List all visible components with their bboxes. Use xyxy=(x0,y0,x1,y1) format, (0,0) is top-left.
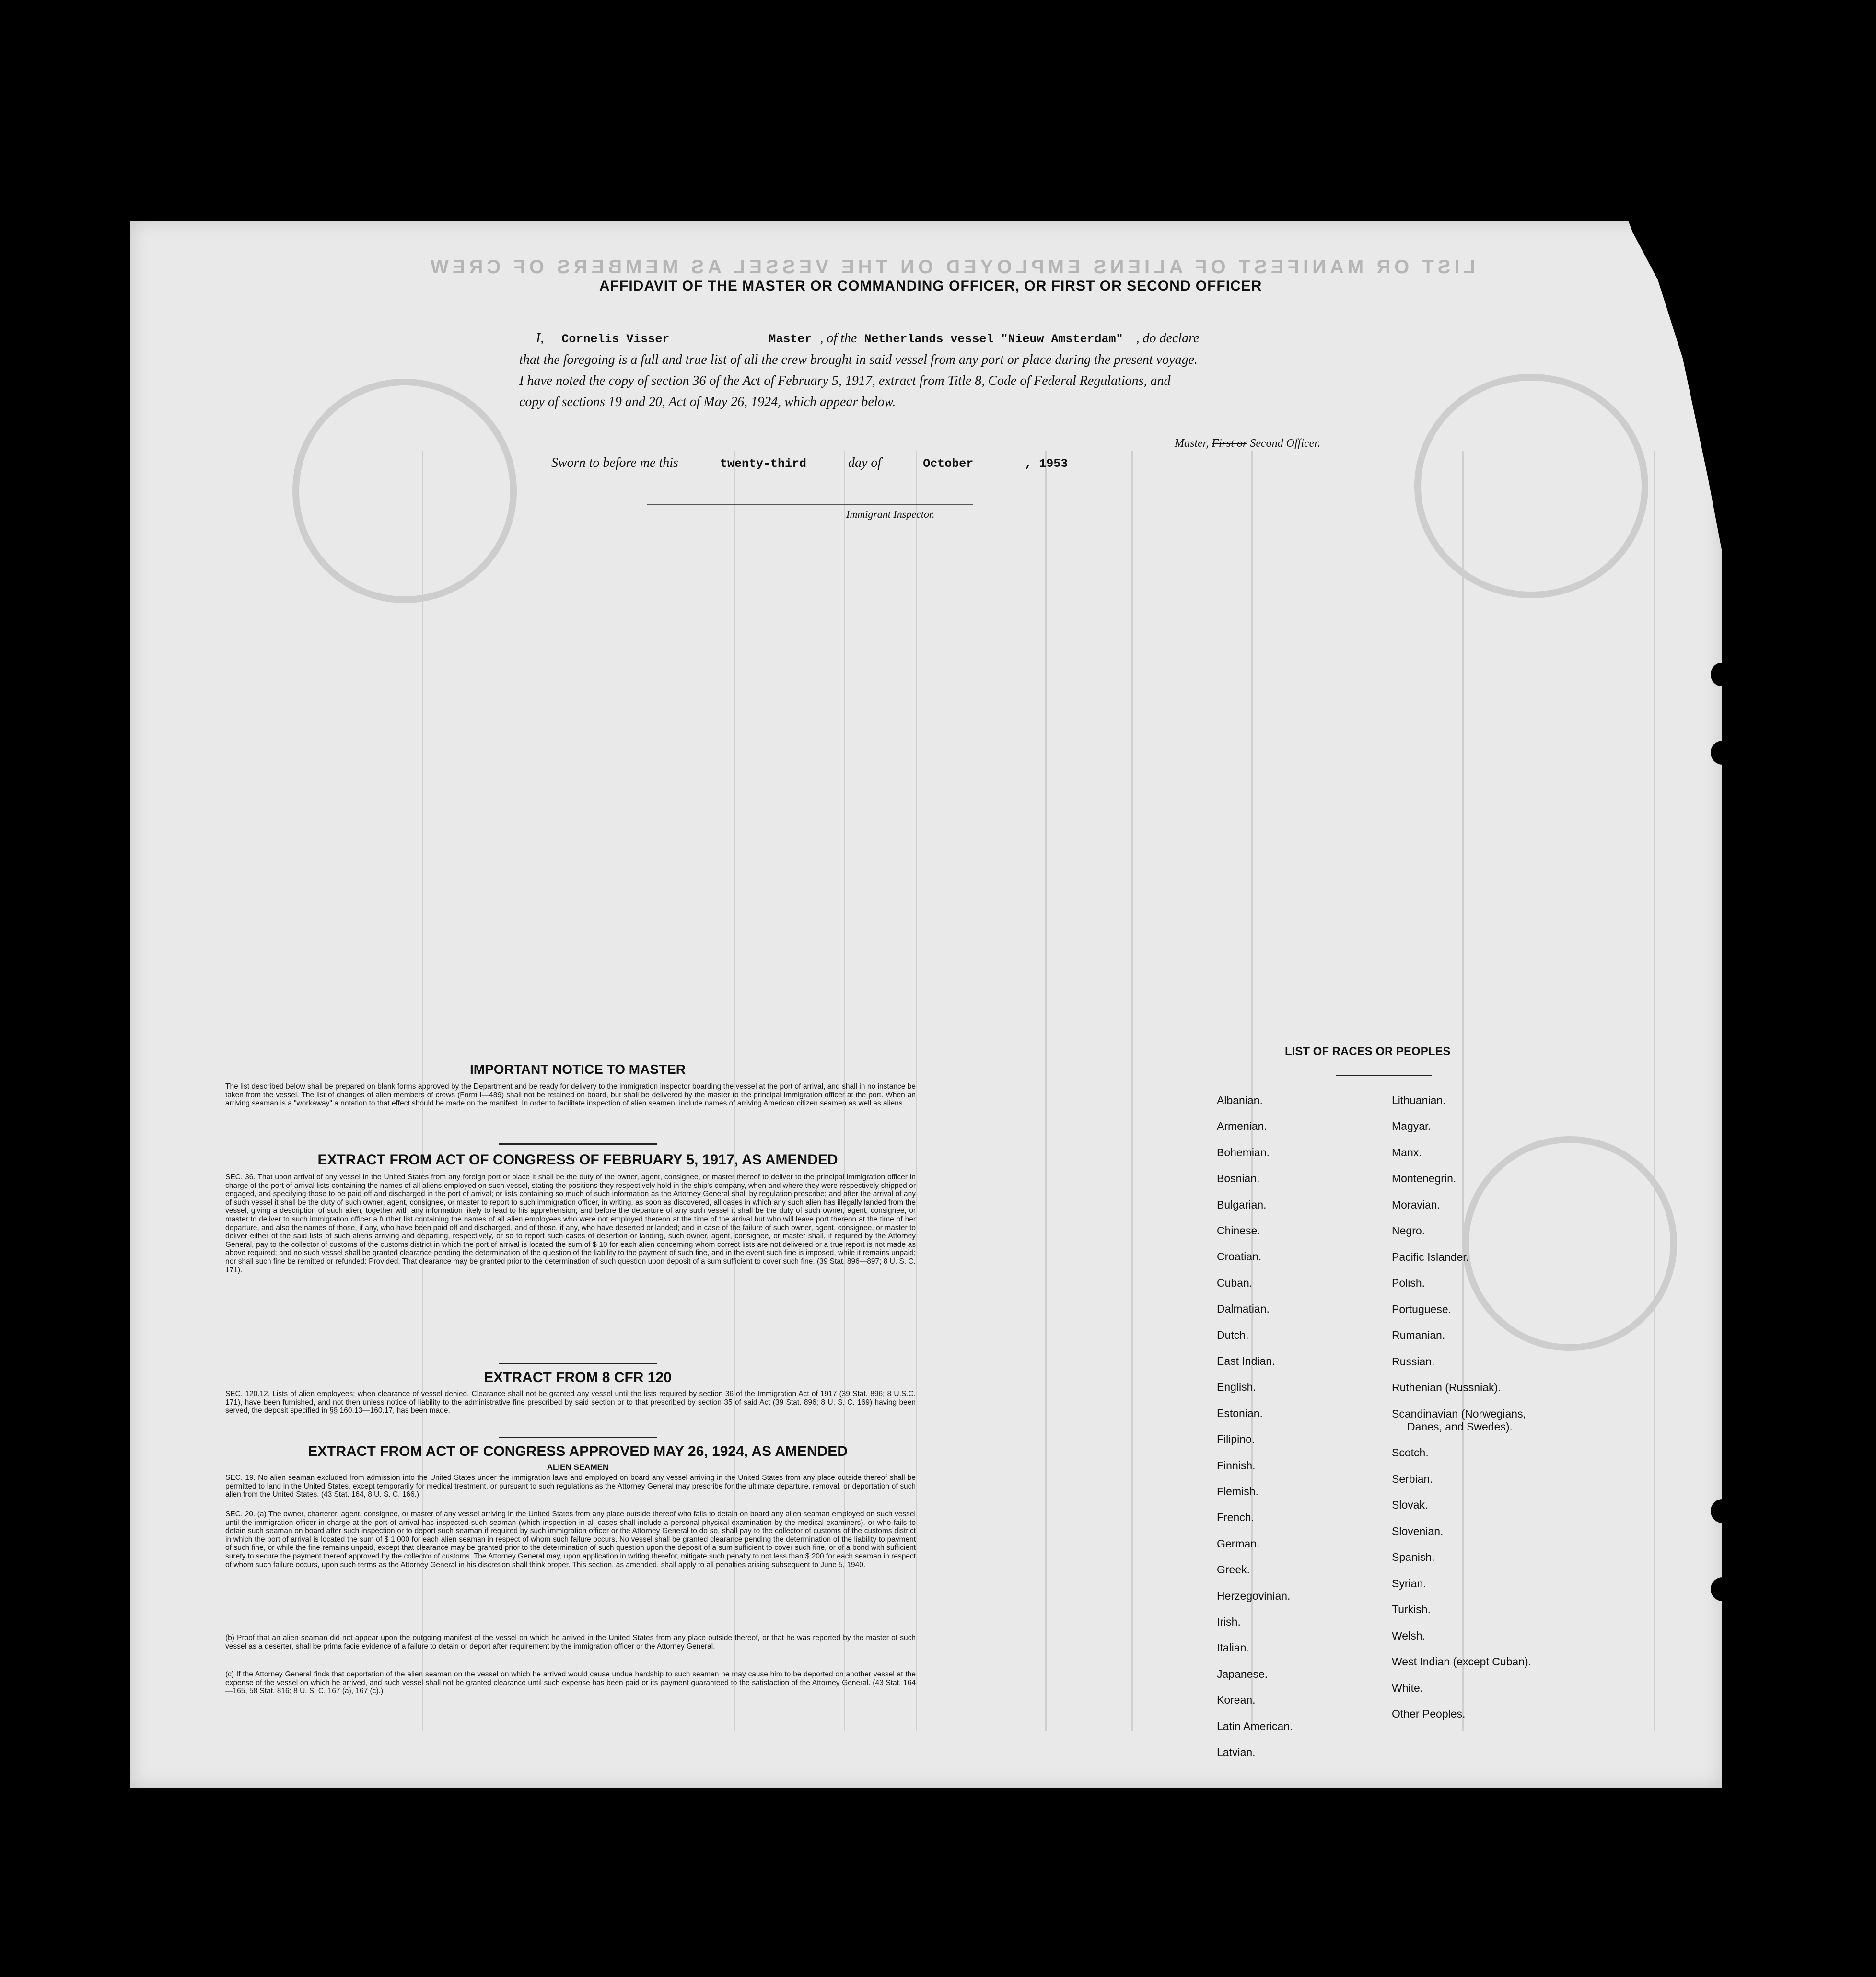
race-item: Scandinavian (Norwegians, xyxy=(1392,1407,1526,1420)
race-item: Cuban. xyxy=(1217,1276,1253,1289)
race-item: Finnish. xyxy=(1217,1459,1256,1472)
sec-20b-text: (b) Proof that an alien seaman did not appear upon the outgoing manifest of the vessel on which he arrived in the United States from any place outside thereof, or that he was reported by the master of such vessel as a deserter, shall be prima facie evidence of a failure to detain or deport after requirement by the immigration officer or the Attorney General. xyxy=(225,1634,916,1651)
race-item: Albanian. xyxy=(1217,1094,1263,1106)
punch-hole xyxy=(1711,663,1735,686)
bleed-through-stamp xyxy=(1414,374,1648,598)
of-the-label: , of the xyxy=(820,331,857,346)
do-declare-label: , do declare xyxy=(1136,331,1200,346)
punch-hole xyxy=(1711,741,1735,765)
sec-20a-text: SEC. 20. (a) The owner, charterer, agent, consignee, or master of any vessel arriving in the United States from any place outside thereof who fails to detain on board any alien seaman employed on such vessel until the immigration officer in charge at the port of arrival has inspected such seaman (which inspection in all cases shall include a personal physical examination by the medical examiners), or who fails to detain such seaman on board after such inspection or to deport such seaman if required by such immigration officer or the Attorney General to do so, shall pay to the collector of customs of the customs district in which the port of arrival is located the sum of $ 1,000 for each alien seaman in respect of whom such failure occurs. No vessel shall be granted clearance pending the determination of the liability to payment of such fine, or while the fine remains unpaid, except that clearance may be granted prior to the determination of such question upon the deposit of a sum sufficient to cover such fine, or of a bond with sufficient surety to secure the payment thereof approved by the collector of customs. The Attorney General may, upon application in writing therefor, mitigate such penalty to not less than $ 200 for each seaman in respect of whom such failure occurs, upon such terms as the Attorney General in his discretion shall think proper. This section, as amended, shall apply to all penalties arising subsequent to June 5, 1940. xyxy=(225,1510,916,1569)
race-item: East Indian. xyxy=(1217,1355,1275,1367)
section-divider xyxy=(499,1363,657,1364)
master-rank: Master xyxy=(769,332,812,346)
bleed-through-rule xyxy=(1131,451,1133,1731)
bleed-through-rule xyxy=(1462,451,1464,1731)
race-item: Japanese. xyxy=(1217,1667,1268,1680)
race-item: Dutch. xyxy=(1217,1328,1249,1341)
struck-officer-label: First or xyxy=(1212,437,1247,450)
race-item: Russian. xyxy=(1392,1355,1435,1368)
race-item: Filipino. xyxy=(1217,1433,1255,1446)
bleed-through-rule xyxy=(1045,451,1047,1731)
vessel-name: Netherlands vessel "Nieuw Amsterdam" xyxy=(864,332,1123,346)
act-1917-title: EXTRACT FROM ACT OF CONGRESS OF FEBRUARY 5, 1917, AS AMENDED xyxy=(317,1152,838,1168)
race-item: Slovak. xyxy=(1392,1499,1428,1511)
affidavit-i-label: I, xyxy=(536,331,544,346)
immigrant-inspector-label: Immigrant Inspector. xyxy=(846,508,935,520)
race-item: Turkish. xyxy=(1392,1603,1431,1616)
race-item: Magyar. xyxy=(1392,1120,1431,1132)
race-item: Moravian. xyxy=(1392,1198,1440,1211)
race-item: Montenegrin. xyxy=(1392,1172,1457,1185)
race-item: Polish. xyxy=(1392,1277,1425,1289)
race-item: Manx. xyxy=(1392,1146,1422,1159)
notice-title: IMPORTANT NOTICE TO MASTER xyxy=(469,1062,686,1077)
notice-text: The list described below shall be prepared on blank forms approved by the Department and be ready for delivery to the immigration inspector boarding the vessel at the port of arrival, and shall in no instance be taken from the vessel. The list of changes of alien members of crews (Form I—489) shall not be retained on board, but shall be delivered by the master to the principal immigration officer at the port. When an arriving seaman is a "workaway" a notation to that effect should be made on the manifest. In order to facilitate inspection of alien seamen, include names of arriving American citizen seamen as well as aliens. xyxy=(225,1082,916,1108)
second-officer-label: Second Officer. xyxy=(1250,437,1320,450)
race-item: Bosnian. xyxy=(1217,1172,1260,1185)
officer-signature-line xyxy=(1175,437,1320,450)
sworn-line xyxy=(551,455,1068,471)
bleed-through-rule xyxy=(1654,451,1655,1731)
race-item: Korean. xyxy=(1217,1694,1256,1707)
section-divider xyxy=(499,1143,657,1145)
race-item: Latin American. xyxy=(1217,1720,1293,1733)
race-item: Estonian. xyxy=(1217,1407,1263,1419)
affidavit-title: AFFIDAVIT OF THE MASTER OR COMMANDING OFFICER, OR FIRST OR SECOND OFFICER xyxy=(599,278,1262,294)
race-item: Danes, and Swedes). xyxy=(1407,1420,1513,1433)
race-item: Armenian. xyxy=(1217,1120,1267,1133)
sec-20c-text: (c) If the Attorney General finds that deportation of the alien seaman on the vessel on which he arrived would cause undue hardship to such seaman he may cause him to be deported on another vessel at the expense of the vessel on which he arrived, and such vessel shall not be granted clearance until such expense has been paid or its payment guaranteed to the satisfaction of the Attorney General. (43 Stat. 164—165, 58 Stat. 816; 8 U. S. C. 167 (a), 167 (c).) xyxy=(225,1670,916,1696)
affidavit-line-3: I have noted the copy of section 36 of the Act of February 5, 1917, extract from Title 8, Code of Federal Regulations, and xyxy=(519,373,1171,388)
bleed-through-stamp xyxy=(1462,1136,1677,1351)
races-title: LIST OF RACES OR PEOPLES xyxy=(1285,1045,1451,1058)
race-item: Syrian. xyxy=(1392,1577,1426,1590)
race-item: Chinese. xyxy=(1217,1224,1260,1237)
section-divider xyxy=(499,1437,657,1438)
race-item: Ruthenian (Russniak). xyxy=(1392,1381,1501,1394)
race-item: Irish. xyxy=(1217,1616,1241,1628)
race-item: Other Peoples. xyxy=(1392,1708,1466,1720)
race-item: Flemish. xyxy=(1217,1485,1258,1498)
race-item: Pacific Islander. xyxy=(1392,1251,1469,1263)
race-item: Welsh. xyxy=(1392,1629,1425,1642)
affidavit-line-1 xyxy=(536,331,1199,346)
race-item: Serbian. xyxy=(1392,1473,1433,1485)
race-item: Italian. xyxy=(1217,1641,1249,1654)
sec-19-text: SEC. 19. No alien seaman excluded from admission into the United States under the immigration laws and employed on board any vessel arriving in the United States from any place outside thereof shall be permitted to land in the United States, except temporarily for medical treatment, or pursuant to such regulations as the Attorney General may prescribe for the ultimate departure, removal, or deportation of such alien from the United States. (43 Stat. 164, 8 U. S. C. 166.) xyxy=(225,1474,916,1499)
race-item: Greek. xyxy=(1217,1563,1250,1576)
race-item: French. xyxy=(1217,1511,1254,1524)
sworn-label: Sworn to before me this xyxy=(551,455,678,470)
race-item: Bohemian. xyxy=(1217,1146,1270,1159)
race-item: Scotch. xyxy=(1392,1446,1429,1459)
sworn-year: , 1953 xyxy=(1025,457,1068,471)
race-item: Slovenian. xyxy=(1392,1525,1444,1537)
cfr-title: EXTRACT FROM 8 CFR 120 xyxy=(484,1370,672,1385)
affidavit-line-4: copy of sections 19 and 20, Act of May 26, 1924, which appear below. xyxy=(519,395,896,409)
race-item: Negro. xyxy=(1392,1224,1425,1237)
master-name: Cornelis Visser xyxy=(561,332,670,346)
act-1917-text: SEC. 36. That upon arrival of any vessel in the United States from any foreign port or place it shall be the duty of the owner, agent, consignee, or master thereof to deliver to the principal immigration officer in charge of the port of arrival lists containing the names of all aliens employed on such vessel, stating the positions they respectively hold in the ship's company, when and where they were respectively shipped or engaged, and specifying those to be paid off and discharged in the port of arrival; or lists containing so much of such information as the Attorney General shall by regulation prescribe; and after the arrival of any of such vessel it shall be the duty of such owner, agent, consignee, or master to report to such immigration officer, in writing, as soon as discovered, all cases in which any such alien has illegally landed from the vessel, giving a description of such alien, together with any information likely to lead to his apprehension; and before the departure of any such vessel it shall be the duty of such owner, agent, consignee, or master to deliver to such immigration officer a further list containing the names of all alien employees who were not employed thereon at the time of the arrival but who will leave port thereon at the time of her departure, and also the names of those, if any, who have been paid off and discharged, and of those, if any, who have deserted or landed; and in case of the failure of such owner, agent, consignee, or master to deliver either of the said lists of such aliens arriving and departing, respectively, or so to report such cases of desertion or landing, such owner, agent, consignee, or master shall, if required by the Attorney General, pay to the collector of customs of the customs district in which the port of arrival is located the sum of $ 10 for each alien concerning whom correct lists are not delivered or a true report is not made as above required; and no such vessel shall be granted clearance pending the determination of the question of the liability to the payment of such fine, and in the event such fine is imposed, while it remains unpaid; nor shall such fine be remitted or refunded: Provided, That clearance may be granted prior to the determination of such question upon deposit of a sum sufficient to cover such fine. (39 Stat. 896—897; 8 U. S. C. 171). xyxy=(225,1173,916,1274)
affidavit-line-2: that the foregoing is a full and true list of all the crew brought in said vessel from any port or place during the present voyage. xyxy=(519,352,1198,367)
master-label: Master, xyxy=(1175,437,1209,450)
race-item: Lithuanian. xyxy=(1392,1094,1446,1106)
races-divider xyxy=(1336,1075,1432,1076)
race-item: German. xyxy=(1217,1537,1260,1550)
race-item: Spanish. xyxy=(1392,1551,1435,1563)
race-item: Herzegovinian. xyxy=(1217,1589,1291,1602)
act-1924-title: EXTRACT FROM ACT OF CONGRESS APPROVED MAY 26, 1924, AS AMENDED xyxy=(308,1443,848,1459)
alien-seamen-subtitle: ALIEN SEAMEN xyxy=(547,1463,609,1472)
race-item: Bulgarian. xyxy=(1217,1198,1267,1211)
bleed-through-rule xyxy=(916,451,917,1731)
sworn-month: October xyxy=(923,457,974,471)
race-item: Rumanian. xyxy=(1392,1329,1445,1341)
bleed-through-stamp xyxy=(292,379,517,603)
race-item: Dalmatian. xyxy=(1217,1302,1270,1315)
sworn-day: twenty-third xyxy=(720,457,806,471)
cfr-text: SEC. 120.12. Lists of alien employees; when clearance of vessel denied. Clearance shall not be granted any vessel until the lists required by section 36 of the Immigration Act of 1917 (39 Stat. 896; 8 U.S.C. 171), have been furnished, and not then unless notice of liability to the administrative fine prescribed by said section or to that prescribed by section 35 of said Act (39 Stat. 896; 8 U. S. C. 169) having been served, the deposit specified in §§ 160.13—160.17, has been made. xyxy=(225,1390,916,1415)
bleed-through-header: LIST OR MANIFEST OF ALIENS EMPLOYED ON THE VESSEL AS MEMBERS OF CREW xyxy=(427,256,1476,278)
punch-hole xyxy=(1711,1577,1735,1601)
day-of-label: day of xyxy=(848,455,882,470)
punch-hole xyxy=(1711,1499,1735,1523)
race-item: Croatian. xyxy=(1217,1250,1262,1263)
race-item: White. xyxy=(1392,1682,1423,1694)
inspector-signature-rule xyxy=(647,504,973,505)
race-item: West Indian (except Cuban). xyxy=(1392,1655,1532,1668)
race-item: English. xyxy=(1217,1381,1256,1394)
race-item: Portuguese. xyxy=(1392,1303,1452,1315)
race-item: Latvian. xyxy=(1217,1746,1256,1758)
